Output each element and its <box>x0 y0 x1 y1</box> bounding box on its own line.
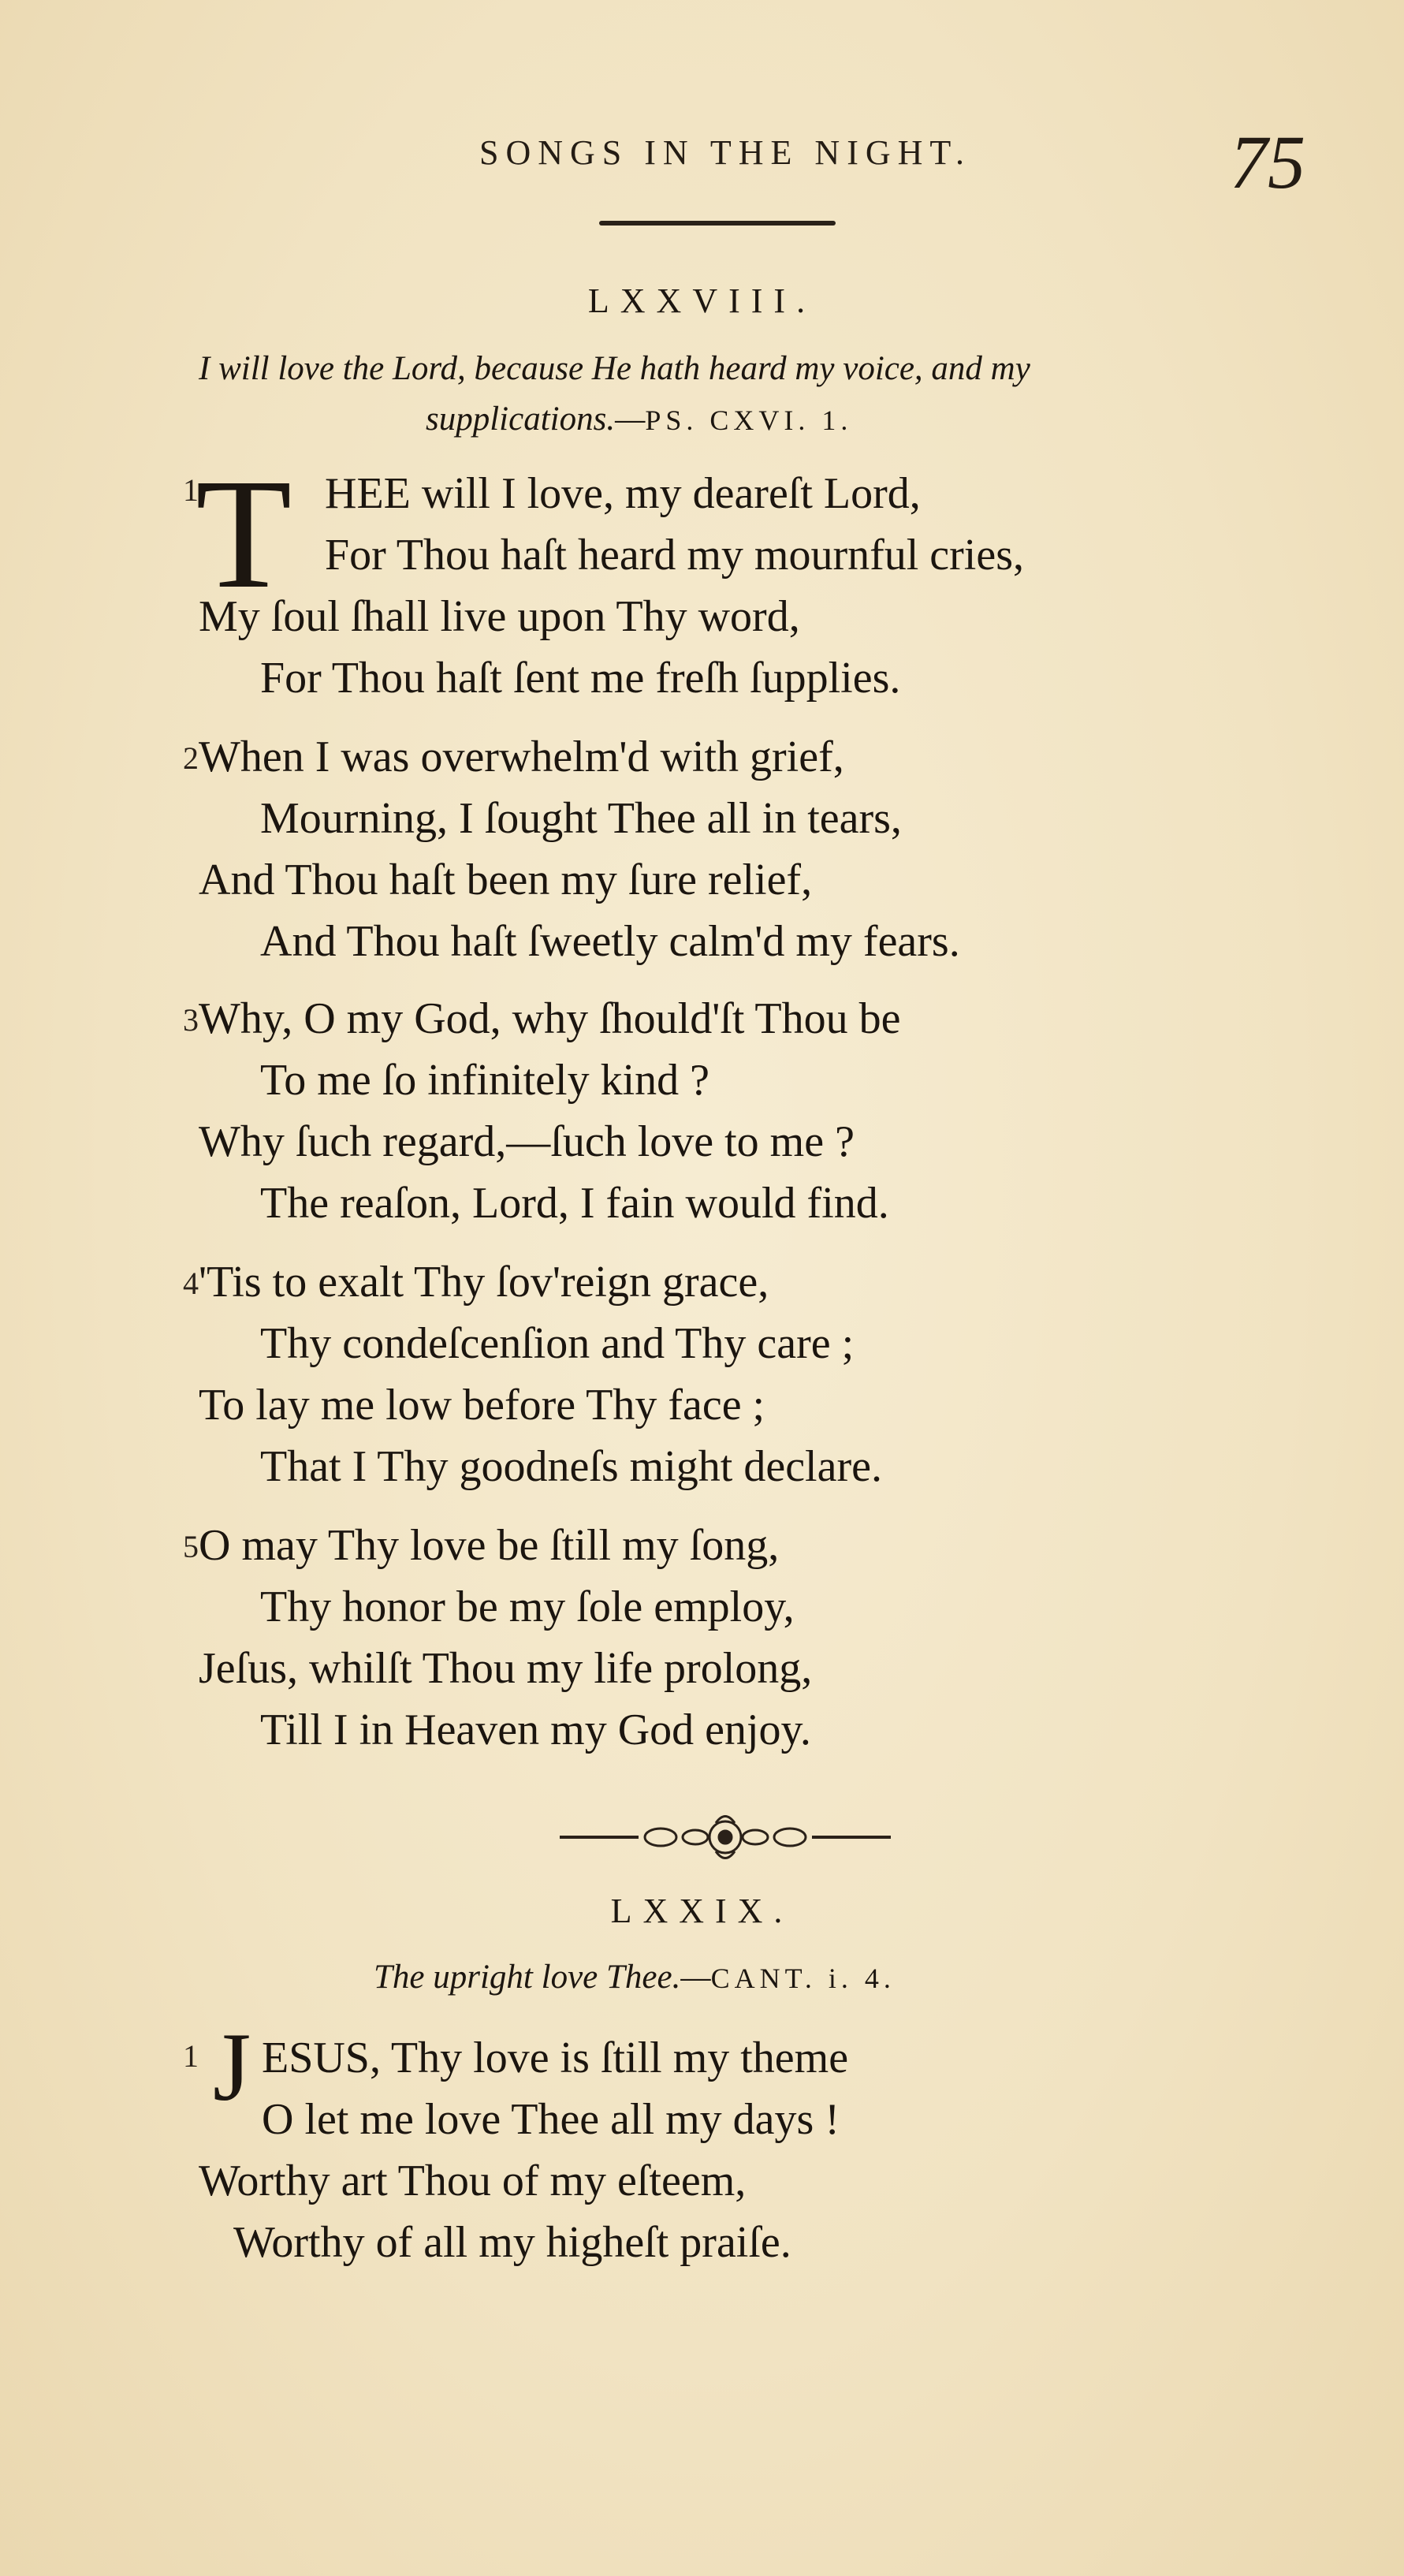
verse-line: Thy honor be my ſole employ, <box>260 1583 795 1631</box>
verse-line: When I was overwhelm'd with grief, <box>199 733 844 781</box>
verse-line: HEE will I love, my deareſt Lord, <box>325 469 921 518</box>
epigraph-source: PS. CXVI. 1. <box>645 404 853 436</box>
verse-line: 'Tis to exalt Thy ſov'reign grace, <box>199 1258 769 1307</box>
running-title: SONGS IN THE NIGHT. <box>479 133 972 172</box>
verse-line: Mourning, I ſought Thee all in tears, <box>260 794 902 843</box>
hymn-79-epigraph: The upright love Thee.—CANT. i. 4. <box>374 1959 896 1996</box>
verse-line: Worthy of all my higheſt praiſe. <box>233 2218 791 2267</box>
hymn-79-numeral: LXXIX. <box>610 1892 794 1930</box>
stanza-number: 5 <box>183 1529 199 1564</box>
verse-line: O let me love Thee all my days ! <box>262 2095 840 2144</box>
stanza-number: 2 <box>183 740 199 776</box>
epigraph-text: supplications. <box>426 401 616 438</box>
epigraph-source: CANT. i. 4. <box>710 1963 896 1994</box>
verse-line: For Thou haſt ſent me freſh ſupplies. <box>260 654 901 703</box>
verse-line: My ſoul ſhall live upon Thy word, <box>199 592 800 641</box>
verse-line: Thy condeſcenſion and Thy care ; <box>260 1319 855 1368</box>
stanza-number: 1 <box>183 472 199 508</box>
epigraph-text: The upright love Thee. <box>374 1959 681 1996</box>
verse-line: Why ſuch regard,—ſuch love to me ? <box>199 1117 855 1166</box>
ornament-divider <box>552 1806 899 1869</box>
verse-line: That I Thy goodneſs might declare. <box>260 1442 882 1491</box>
page-number: 75 <box>1230 120 1305 204</box>
stanza-number: 3 <box>183 1002 199 1038</box>
verse-line: ESUS, Thy love is ſtill my theme <box>262 2034 849 2082</box>
verse-line: Till I in Heaven my God enjoy. <box>260 1706 811 1754</box>
verse-line: The reaſon, Lord, I fain would find. <box>260 1179 889 1228</box>
stanza-number: 1 <box>183 2038 199 2074</box>
verse-line: And Thou haſt ſweetly calm'd my fears. <box>260 917 960 966</box>
verse-line: For Thou haſt heard my mournful cries, <box>325 531 1025 580</box>
verse-line: O may Thy love be ſtill my ſong, <box>199 1521 780 1570</box>
verse-line: And Thou haſt been my ſure relief, <box>199 856 813 904</box>
header-rule <box>599 221 836 226</box>
hymn-78-numeral: LXXVIII. <box>587 281 817 320</box>
drop-cap: T <box>196 447 292 621</box>
drop-cap: J <box>213 2013 251 2121</box>
verse-line: Jeſus, whilſt Thou my life prolong, <box>199 1644 813 1693</box>
hymn-78-epigraph-line1: I will love the Lord, because He hath heard my voice, and my <box>199 350 1030 387</box>
hymn-78-epigraph-line2: supplications.—PS. CXVI. 1. <box>426 401 853 438</box>
stanza-number: 4 <box>183 1266 199 1301</box>
verse-line: Worthy art Thou of my eſteem, <box>199 2157 747 2205</box>
verse-line: To me ſo infinitely kind ? <box>260 1056 709 1105</box>
verse-line: Why, O my God, why ſhould'ſt Thou be <box>199 994 901 1043</box>
verse-line: To lay me low before Thy face ; <box>199 1381 765 1430</box>
